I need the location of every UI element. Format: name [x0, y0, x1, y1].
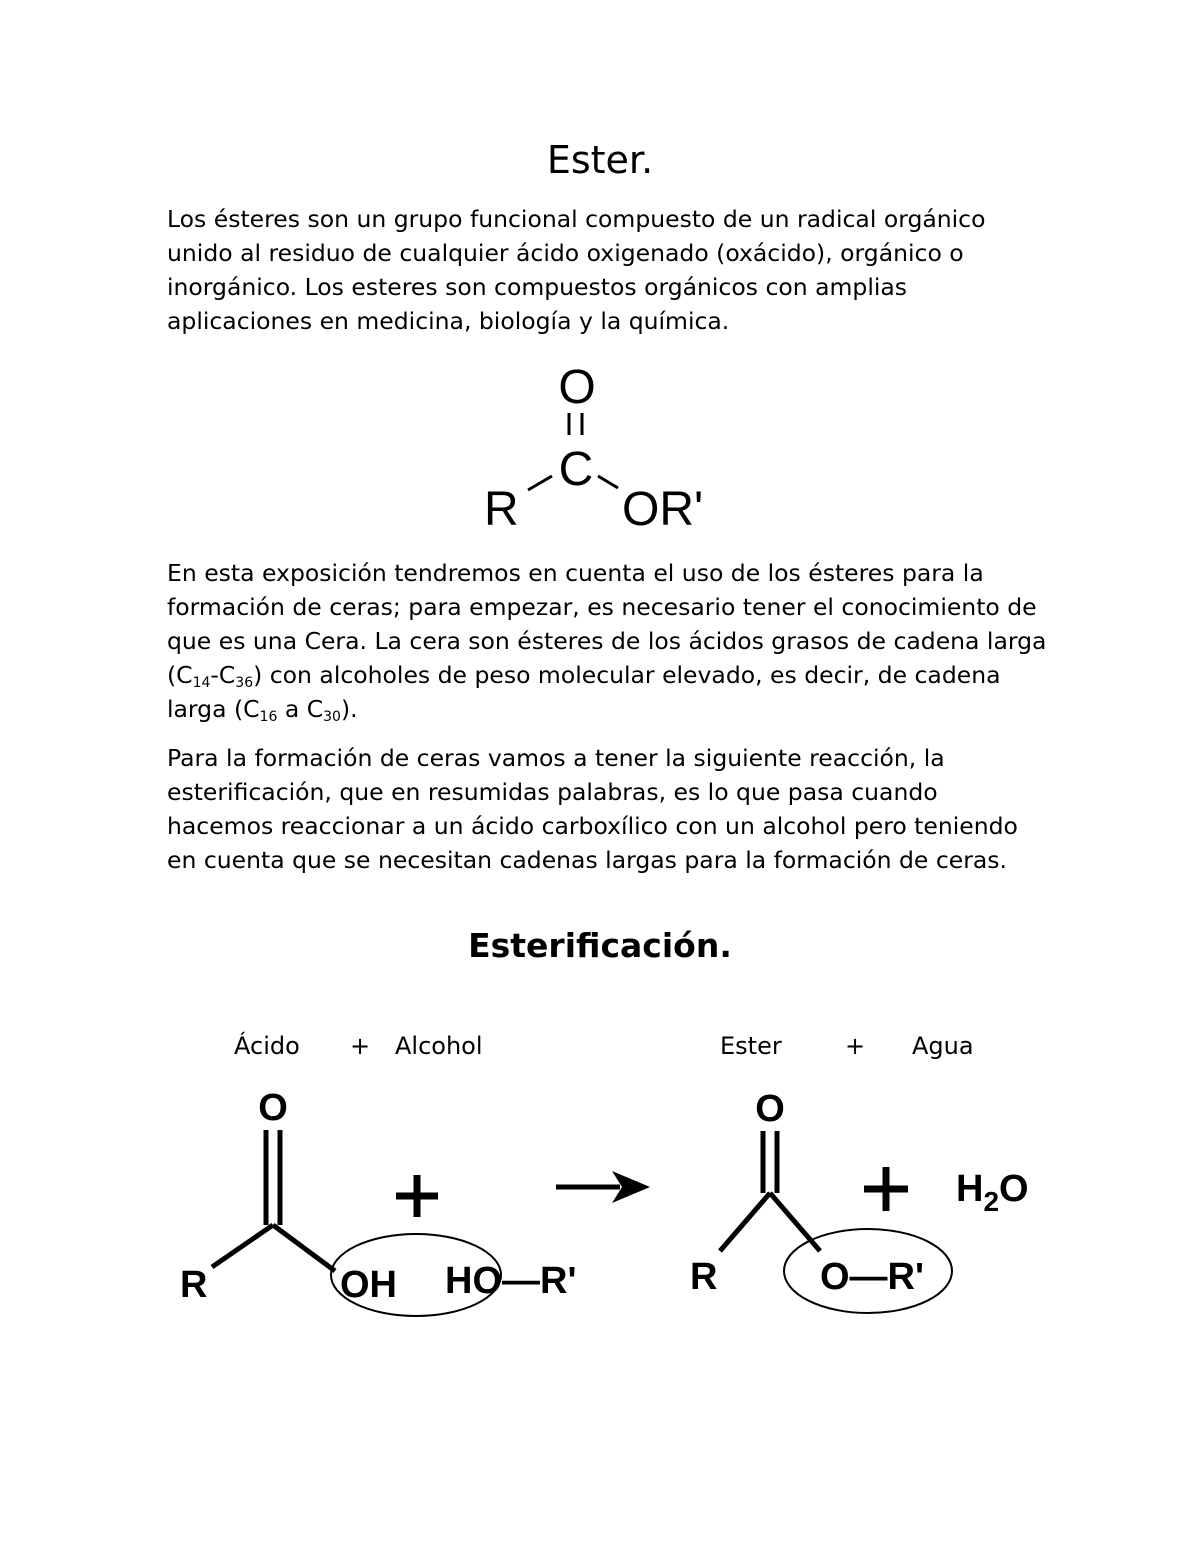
subscript-16: 16 [259, 709, 278, 725]
ester-r-group: R [484, 483, 519, 536]
label-acid: Ácido [234, 1032, 300, 1060]
subscript-36: 36 [235, 675, 254, 691]
label-plus-2: + [845, 1032, 866, 1060]
waxes-text-1: En esta exposición tendremos en cuenta el uso de los ésteres para la formación de ceras; para empezar, es necesario tener el conocimiento de que es una Cera. La cera son ésteres de los ácidos grasos de cadena larga (C [167, 559, 1047, 689]
product-r-bond [720, 1193, 770, 1251]
water-formula [956, 1168, 1029, 1217]
esterification-reaction-diagram [160, 1075, 1040, 1335]
waxes-paragraph [167, 556, 1047, 726]
label-plus-1: + [350, 1032, 371, 1060]
subscript-30: 30 [323, 709, 341, 725]
intro-paragraph: Los ésteres son un grupo funcional compuesto de un radical orgánico unido al residuo de cualquier ácido oxigenado (oxácido), orgánico o inorgánico. Los esteres son compuestos orgánicos con amplias aplicaciones en medicina, biología y la química. [167, 205, 986, 335]
alcohol-formula: HO—R' [445, 1260, 577, 1302]
waxes-text-3: ) con alcoholes de peso molecular elevado, es decir, de cadena larga (C [167, 661, 1001, 723]
ester-oxygen: O [558, 361, 596, 414]
waxes-text-2: -C [210, 661, 236, 689]
acid-oxygen: O [258, 1087, 288, 1129]
ester-structure-diagram [460, 355, 750, 540]
subscript-14: 14 [192, 675, 211, 691]
acid-r-group: R [180, 1264, 208, 1306]
label-alcohol: Alcohol [395, 1032, 483, 1060]
reaction-paragraph: Para la formación de ceras vamos a tener la siguiente reacción, la esterificación, que en resumidas palabras, es lo que pasa cuando hacemos reaccionar a un ácido carboxílico con un alcohol pero teniendo en cuenta que se necesitan cadenas largas para la formación de ceras. [167, 744, 1018, 874]
acid-oh-group: OH [340, 1264, 397, 1306]
or-bond [598, 476, 618, 488]
r-bond [528, 476, 552, 490]
label-ester: Ester [720, 1032, 782, 1060]
label-water: Agua [912, 1032, 974, 1060]
product-or-group: O—R' [820, 1256, 925, 1298]
ester-carbon: C [558, 443, 594, 496]
product-or-bond [770, 1193, 820, 1251]
water-subscript: 2 [983, 1186, 1000, 1217]
acid-r-bond [212, 1225, 273, 1267]
ester-or-group: OR' [622, 483, 704, 536]
product-oxygen: O [755, 1088, 785, 1130]
product-r-group: R [690, 1256, 718, 1298]
water-h: H [956, 1168, 984, 1210]
acid-oh-bond [273, 1225, 335, 1271]
water-o: O [999, 1168, 1029, 1210]
waxes-text-4: a C [277, 695, 324, 723]
waxes-text-5: ). [340, 695, 358, 723]
page-title: Ester. [546, 138, 654, 182]
section-subtitle: Esterificación. [468, 926, 732, 965]
